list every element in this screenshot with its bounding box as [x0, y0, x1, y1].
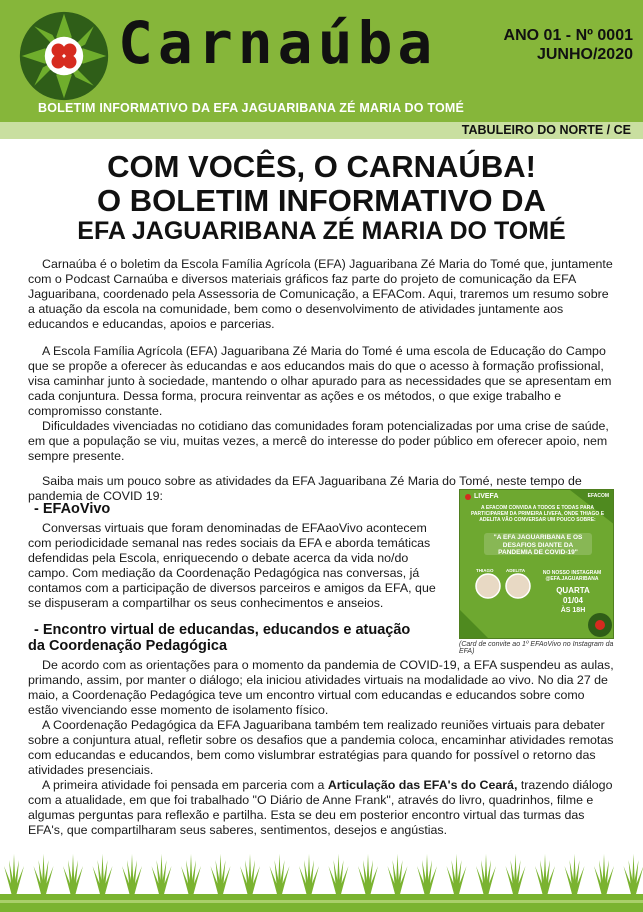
issue-number: ANO 01 - Nº 0001 — [503, 27, 633, 44]
headline-line-2: O BOLETIM INFORMATIVO DA — [97, 183, 546, 218]
card-topic: "A EFA JAGUARIBANA E OS DESAFIOS DIANTE DA PANDEMIA DE COVID-19" — [493, 534, 583, 556]
card-time: ÀS 18H — [560, 607, 586, 614]
card-live-label: LIVEFA — [474, 493, 499, 500]
card-caption: (Card de convite ao 1º EFAoVivo no Instagram da EFA) — [459, 641, 614, 655]
encontro-paragraph-2: A Coordenação Pedagógica da EFA Jaguaribana também tem realizado reuniões virtuais para debater sobre a conjuntura atual, refletir sobre os desafios que a pandemia coloca, encaminhar atividades remotas com educandas e educandos, bem como vislumbrar estratégias para quando for possível o retorno das atividades presenciais. — [28, 718, 614, 777]
issue-info — [504, 26, 633, 64]
location-label: TABULEIRO DO NORTE / CE — [461, 123, 631, 137]
card-date: 01/04 — [562, 596, 584, 605]
intro-body — [28, 257, 614, 504]
section-title-encontro-line-2: da Coordenação Pedagógica — [28, 638, 228, 654]
intro-paragraph-4: Saiba mais um pouco sobre as atividades da EFA Jaguaribana Zé Maria do Tomé, neste tempo de pandemia de COVID 19: — [28, 474, 582, 503]
card-invite-text: A EFACOM CONVIDA A TODOS E TODAS PARA PARTICIPAREM DA PRIMEIRA LIVEFA, ONDE THIAGO E ADELITA VÃO CONVERSAR UM POUCO SOBRE: — [470, 505, 605, 523]
encontro-p3-bold: Articulação das EFA's do Ceará, — [327, 778, 518, 792]
footer-leaf-pattern — [0, 842, 643, 912]
encontro-p3-end: trazendo diálogo com a atualidade, em que foi trabalhado "O Diário de Anne Frank", através do livro, quadrinhos, filme e algumas perguntas para reflexão e partilha. Esta se deu em posterior encontro virtual das turmas das EFA's, que compartilharam seus saberes, sentimentos, desejos e angústias. — [28, 778, 613, 837]
card-instagram: NO NOSSO INSTAGRAM @EFA.JAGUARIBANA — [542, 570, 602, 582]
newsletter-subtitle: BOLETIM INFORMATIVO DA EFA JAGUARIBANA ZÉ MARIA DO TOMÉ — [38, 101, 465, 115]
newsletter-title: Carnaúba — [118, 9, 438, 77]
encontro-paragraph-1: De acordo com as orientações para o momento da pandemia de COVID-19, a EFA suspendeu as aulas, primando, assim, por manter o diálogo; ela iniciou atividades virtuais na modalidade ao vivo. No dia 27 de maio, a Coordenação Pedagógica teve um encontro virtual com educandas e educandos sobre como estão vivenciando esse momento de isolamento físico. — [28, 658, 614, 717]
section-encontro-text — [28, 658, 614, 838]
intro-paragraph-3: Dificuldades vivenciadas no cotidiano das comunidades foram potencializadas por uma crise de saúde, em que a população se viu, muitas vezes, a mercê do interesse do poder público em oferecer apoio, nem sempre presente. — [28, 419, 609, 463]
headline-line-1: COM VOCÊS, O CARNAÚBA! — [107, 149, 536, 184]
section-efaovivo-text — [28, 521, 452, 611]
card-brand: EFACOM — [587, 493, 609, 499]
headline — [0, 150, 643, 248]
efaovivo-paragraph: Conversas virtuais que foram denominadas de EFAaoVivo acontecem com periodicidade semanal nas redes sociais da EFA e aborda temáticas defendidas pela Escola, enriquecendo o debate acerca da vida no/do campo. Com mediação da Coordenação Pedagógica nas conversas, já contamos com a participação de diversos parceiros e amigos da EFA, que se dispuseram a compartilhar os seus conhecimentos e anseios. — [28, 521, 436, 610]
issue-date: JUNHO/2020 — [536, 46, 633, 63]
card-speaker-1: THIAGO — [476, 568, 494, 573]
section-title-encontro — [28, 622, 411, 654]
headline-line-3: EFA JAGUARIBANA ZÉ MARIA DO TOMÉ — [77, 217, 566, 245]
card-speaker-2: ADELITA — [506, 568, 526, 573]
invitation-card — [459, 489, 614, 639]
intro-paragraph-1: Carnaúba é o boletim da Escola Família Agrícola (EFA) Jaguaribana Zé Maria do Tomé que, juntamente com o Podcast Carnaúba e diversos materiais gráficos faz parte do projeto de comunicação da EFA Jaguaribana, coordenado pela Assessoria de Comunicação, a EFACom. Aqui, traremos um resumo sobre a atuação da escola na comunidade, bem como o desenvolvimento de atividades juntamente aos educandos e educandas, apoios e parcerias. — [28, 257, 613, 331]
encontro-p3-start: A primeira atividade foi pensada em parceria com a — [42, 778, 328, 792]
section-title-efaovivo: - EFAoVivo — [34, 501, 111, 517]
encontro-paragraph-3 — [28, 778, 614, 838]
intro-paragraph-2: A Escola Família Agrícola (EFA) Jaguaribana Zé Maria do Tomé é uma escola de Educação do Campo que se propõe a oferecer às educandas e aos educandos mais do que o acesso à formação profissional, visa caminhar junto à sociedade, mantendo o olhar apurado para as necessidades que se apresentam em cada conjuntura. Dessa forma, procura reinventar as ações e os métodos, o que exige trabalho e compromisso constante. — [28, 344, 612, 418]
carnauba-logo-icon — [16, 8, 112, 104]
card-datetime — [548, 586, 598, 616]
section-title-encontro-line-1: - Encontro virtual de educandas, educandos e atuação — [34, 622, 411, 638]
card-day: QUARTA — [556, 586, 590, 595]
